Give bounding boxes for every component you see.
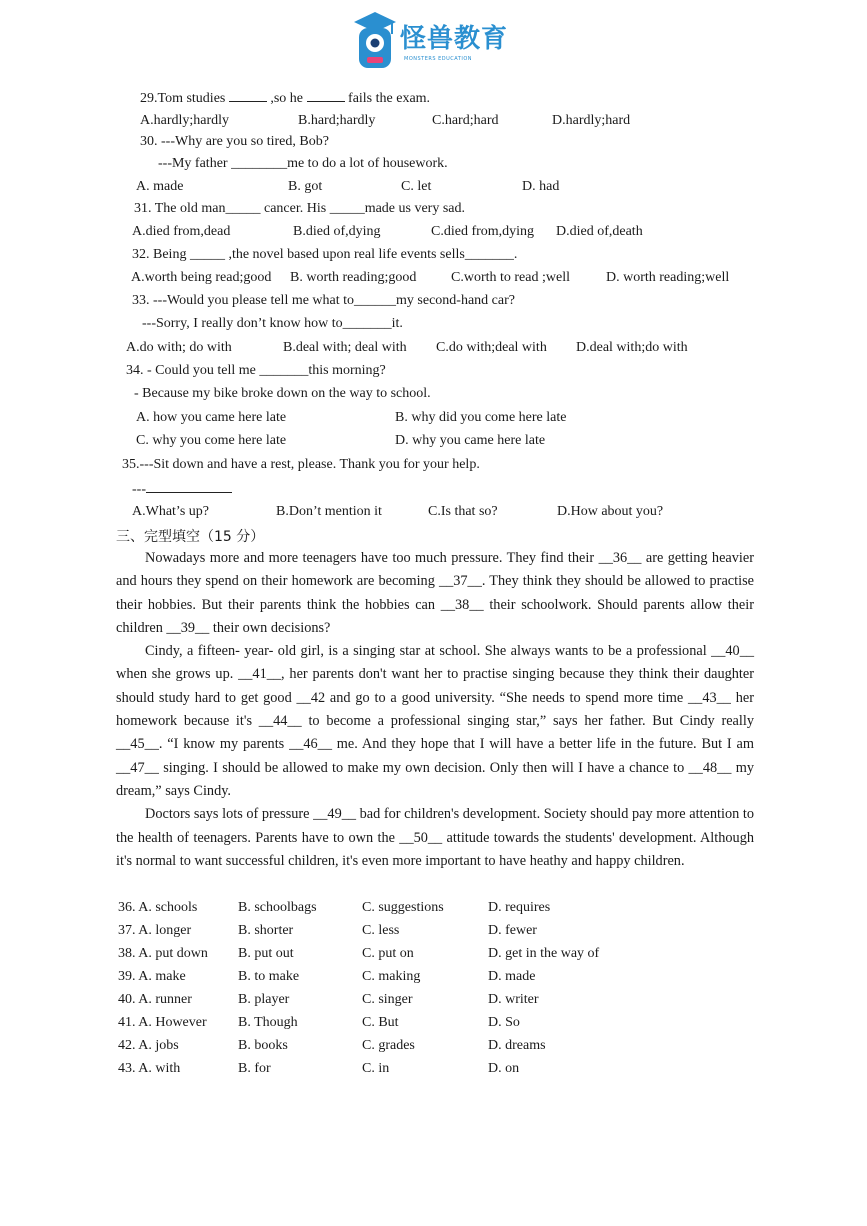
option-30b[interactable]: B. got [288, 179, 323, 194]
question-text: ,so he [266, 91, 307, 106]
cloze-option-40-c[interactable]: C. singer [362, 992, 413, 1007]
question-33: 33. ---Would you please tell me what to______my second-hand car? [132, 293, 515, 308]
answer-blank[interactable] [146, 480, 232, 493]
cloze-option-42-b[interactable]: B. books [238, 1038, 288, 1053]
passage-paragraph-3: Doctors says lots of pressure __49__ bad for children's development. Society should pay more attention to the health of teenagers. Parents have to own the __50__ attitude towards the students' development. Although it's normal to want successful children, it's even more important to have heathy and happy children. [116, 806, 754, 869]
option-32a[interactable]: A.worth being read;good [131, 270, 272, 285]
question-29 [140, 89, 430, 108]
cloze-option-40-a[interactable]: 40. A. runner [118, 992, 192, 1007]
cloze-option-36-b[interactable]: B. schoolbags [238, 900, 317, 915]
question-32: 32. Being _____ ,the novel based upon real life events sells_______. [132, 247, 518, 262]
cloze-option-37-d[interactable]: D. fewer [488, 923, 537, 938]
option-32b[interactable]: B. worth reading;good [290, 270, 417, 285]
option-29a[interactable]: A.hardly;hardly [140, 113, 230, 128]
option-34a[interactable]: A. how you came here late [136, 410, 287, 425]
cloze-option-42-a[interactable]: 42. A. jobs [118, 1038, 179, 1053]
cloze-option-38-d[interactable]: D. get in the way of [488, 946, 600, 961]
logo-subtitle: MONSTERS EDUCATION [404, 56, 473, 62]
question-text: 29.Tom studies [140, 91, 229, 106]
cloze-option-41-b[interactable]: B. Though [238, 1015, 298, 1030]
cloze-option-43-b[interactable]: B. for [238, 1061, 271, 1076]
option-35d[interactable]: D.How about you? [557, 504, 664, 519]
option-30d[interactable]: D. had [522, 179, 560, 194]
option-30c[interactable]: C. let [401, 179, 432, 194]
cloze-option-40-b[interactable]: B. player [238, 992, 290, 1007]
cloze-option-38-a[interactable]: 38. A. put down [118, 946, 208, 961]
option-29b[interactable]: B.hard;hardly [298, 113, 376, 128]
cloze-option-36-c[interactable]: C. suggestions [362, 900, 444, 915]
option-31d[interactable]: D.died of,death [556, 224, 643, 239]
option-32d[interactable]: D. worth reading;well [606, 270, 730, 285]
cloze-option-36-a[interactable]: 36. A. schools [118, 900, 198, 915]
cloze-option-43-c[interactable]: C. in [362, 1061, 390, 1076]
option-34b[interactable]: B. why did you come here late [395, 410, 567, 425]
question-35-reply [132, 480, 232, 499]
option-29d[interactable]: D.hardly;hard [552, 113, 631, 128]
logo [352, 10, 512, 72]
cloze-option-37-a[interactable]: 37. A. longer [118, 923, 192, 938]
monster-logo-icon [352, 10, 398, 72]
cloze-option-39-a[interactable]: 39. A. make [118, 969, 186, 984]
option-35b[interactable]: B.Don’t mention it [276, 504, 382, 519]
cloze-option-38-c[interactable]: C. put on [362, 946, 414, 961]
cloze-option-37-c[interactable]: C. less [362, 923, 400, 938]
cloze-option-43-d[interactable]: D. on [488, 1061, 520, 1076]
option-33a[interactable]: A.do with; do with [126, 340, 232, 355]
cloze-option-36-d[interactable]: D. requires [488, 900, 551, 915]
section-title: 三、完型填空（15 分） [116, 529, 265, 545]
cloze-option-42-c[interactable]: C. grades [362, 1038, 415, 1053]
option-31a[interactable]: A.died from,dead [132, 224, 231, 239]
option-33b[interactable]: B.deal with; deal with [283, 340, 407, 355]
option-30a[interactable]: A. made [136, 179, 184, 194]
cloze-option-39-b[interactable]: B. to make [238, 969, 300, 984]
question-30-reply: ---My father ________me to do a lot of housework. [158, 156, 448, 171]
cloze-option-40-d[interactable]: D. writer [488, 992, 539, 1007]
reply-dash: --- [132, 482, 146, 497]
cloze-option-37-b[interactable]: B. shorter [238, 923, 294, 938]
question-34-reply: - Because my bike broke down on the way to school. [134, 386, 431, 401]
cloze-passage [116, 547, 754, 873]
cloze-option-43-a[interactable]: 43. A. with [118, 1061, 181, 1076]
cloze-option-39-d[interactable]: D. made [488, 969, 536, 984]
option-31b[interactable]: B.died of,dying [293, 224, 381, 239]
passage-paragraph-2: Cindy, a fifteen- year- old girl, is a singing star at school. She always wants to be a professional __40__ when she grows up. __41__, her parents don't want her to practise singing because they think their daughter should study hard to get good __42 and go to a good university. “She needs to spend more time __43__ her homework because it's __44__ to become a professional singing star,” says her father. But Cindy really __45__. “I know my parents __46__ me. And they hope that I will have a better life in the future. But I am __47__ singing. I should be allowed to make my own decision. Only then will I have a chance to __48__ my dream,” says Cindy. [116, 643, 754, 799]
option-33c[interactable]: C.do with;deal with [436, 340, 547, 355]
answer-blank[interactable] [229, 89, 267, 102]
option-31c[interactable]: C.died from,dying [431, 224, 535, 239]
option-34c[interactable]: C. why you come here late [136, 433, 287, 448]
option-35a[interactable]: A.What’s up? [132, 504, 209, 519]
logo-text: 怪兽教育 [400, 24, 509, 54]
answer-blank[interactable] [307, 89, 345, 102]
question-30: 30. ---Why are you so tired, Bob? [140, 134, 329, 149]
question-text: fails the exam. [344, 91, 431, 106]
cloze-option-41-a[interactable]: 41. A. However [118, 1015, 207, 1030]
option-32c[interactable]: C.worth to read ;well [451, 270, 570, 285]
question-34: 34. - Could you tell me _______this morning? [126, 363, 386, 378]
option-33d[interactable]: D.deal with;do with [576, 340, 688, 355]
question-31: 31. The old man_____ cancer. His _____made us very sad. [134, 201, 466, 216]
option-29c[interactable]: C.hard;hard [432, 113, 499, 128]
cloze-option-39-c[interactable]: C. making [362, 969, 421, 984]
question-33-reply: ---Sorry, I really don’t know how to_______it. [142, 316, 403, 331]
option-34d[interactable]: D. why you came here late [395, 433, 546, 448]
option-35c[interactable]: C.Is that so? [428, 504, 498, 519]
cloze-option-41-c[interactable]: C. But [362, 1015, 399, 1030]
question-35: 35.---Sit down and have a rest, please. Thank you for your help. [122, 457, 480, 472]
cloze-option-42-d[interactable]: D. dreams [488, 1038, 546, 1053]
cloze-option-41-d[interactable]: D. So [488, 1015, 520, 1030]
cloze-option-38-b[interactable]: B. put out [238, 946, 294, 961]
passage-paragraph-1: Nowadays more and more teenagers have too much pressure. They find their __36__ are getting heavier and hours they spend on their homework are becoming __37__. They think they should be allowed to practise their hobbies. But their parents think the hobbies can __38__ their schoolwork. Should parents allow their children __39__ their own decisions? [116, 550, 754, 636]
